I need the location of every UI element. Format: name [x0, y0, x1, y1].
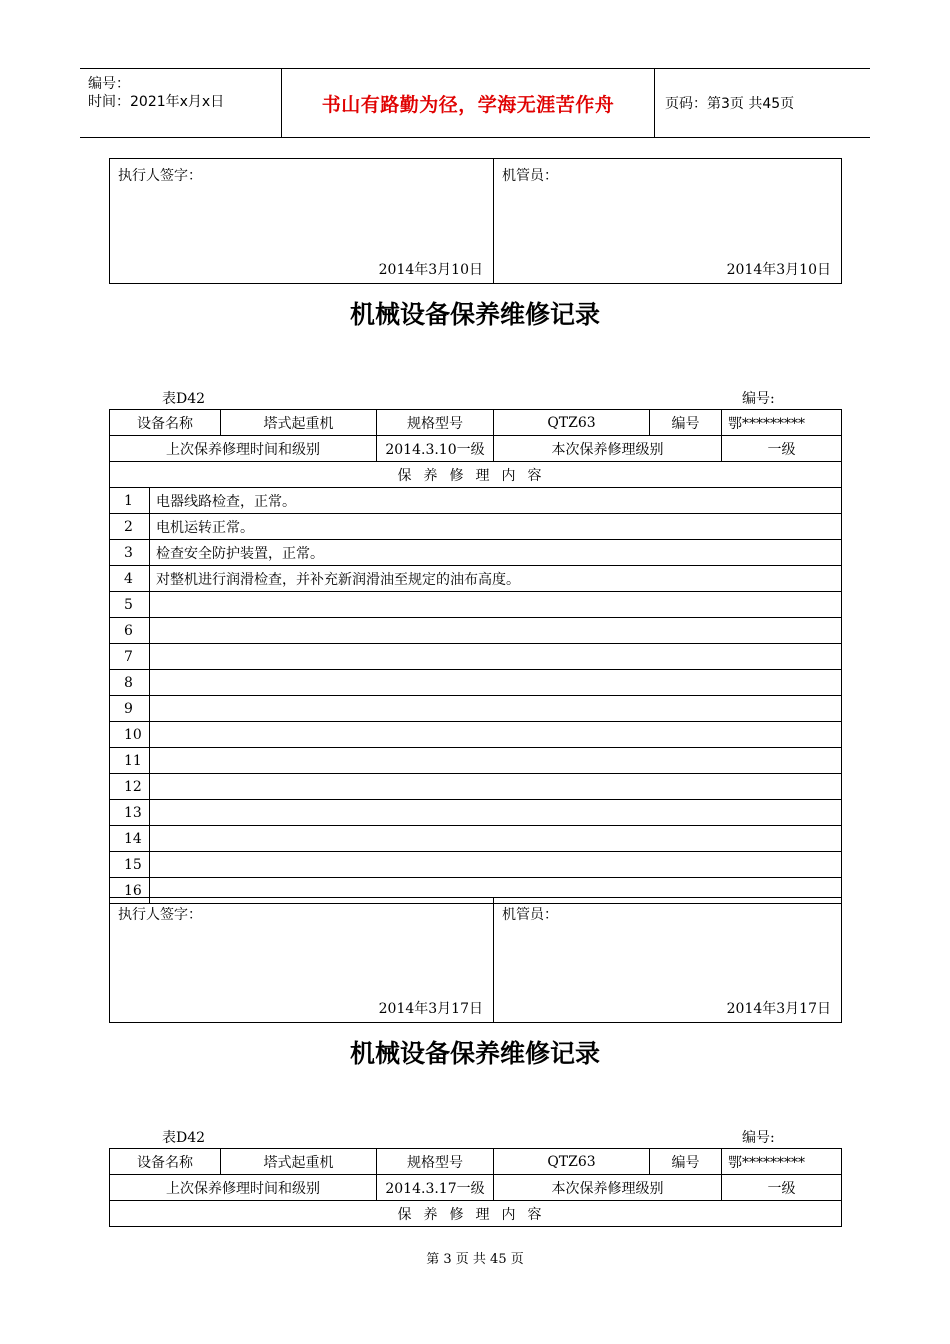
header-meta: [80, 69, 282, 137]
time-label: 时间：2021年x月x日: [88, 94, 225, 110]
form-number: 表D42: [162, 391, 206, 407]
model-label: 规格型号: [377, 410, 494, 436]
level-row: [110, 436, 842, 462]
equipment-row: [110, 1149, 842, 1175]
row-content: [150, 748, 842, 774]
signature-table-previous: [109, 158, 842, 284]
row-content: 电机运转正常。: [150, 514, 842, 540]
executor-label: 执行人签字：: [118, 907, 202, 923]
table-row: [110, 488, 842, 514]
header-motto-cell: [282, 69, 655, 137]
row-number: 7: [110, 644, 150, 670]
id-label: 编号: [650, 410, 722, 436]
row-content: 检查安全防护装置，正常。: [150, 540, 842, 566]
content-header-row: [110, 462, 842, 488]
content-header: 保养修理内容: [110, 462, 842, 488]
manager-signature-cell: [494, 159, 842, 284]
row-number: 8: [110, 670, 150, 696]
manager-label: 机管员：: [502, 168, 558, 184]
row-content: [150, 774, 842, 800]
serial-label: 编号：: [88, 76, 130, 92]
row-number: 12: [110, 774, 150, 800]
content-header-row: [110, 1201, 842, 1227]
row-content: 电器线路检查，正常。: [150, 488, 842, 514]
equip-name-value: 塔式起重机: [221, 1149, 377, 1175]
last-maintenance-value: 2014.3.17一级: [377, 1175, 494, 1201]
table-row: [110, 774, 842, 800]
executor-signature-cell: [110, 898, 494, 1023]
row-content: [150, 800, 842, 826]
equip-name-label: 设备名称: [110, 1149, 221, 1175]
current-level-label: 本次保养修理级别: [494, 1175, 722, 1201]
table-row: [110, 852, 842, 878]
last-maintenance-label: 上次保养修理时间和级别: [110, 436, 377, 462]
row-number: 15: [110, 852, 150, 878]
table-row: [110, 566, 842, 592]
row-number: 4: [110, 566, 150, 592]
table-row: [110, 722, 842, 748]
header-page-cell: [655, 69, 870, 137]
record-table-2: [109, 1148, 842, 1227]
model-value: QTZ63: [494, 1149, 650, 1175]
table-row: [110, 748, 842, 774]
row-content: [150, 696, 842, 722]
model-value: QTZ63: [494, 410, 650, 436]
table-row: [110, 514, 842, 540]
page-footer: 第 3 页 共 45 页: [426, 1252, 524, 1267]
executor-signature-cell: [110, 159, 494, 284]
row-content: [150, 644, 842, 670]
record-title: 机械设备保养维修记录: [349, 1039, 600, 1068]
last-maintenance-value: 2014.3.10一级: [377, 436, 494, 462]
page-info: 页码：第3页 共45页: [665, 96, 795, 112]
number-label: 编号:: [742, 1130, 775, 1146]
row-number: 5: [110, 592, 150, 618]
record-table-1: [109, 409, 842, 904]
row-content: [150, 826, 842, 852]
row-content: [150, 592, 842, 618]
row-number: 1: [110, 488, 150, 514]
level-row: [110, 1175, 842, 1201]
signature-table-record-1: [109, 897, 842, 1023]
table-row: [110, 800, 842, 826]
row-content: [150, 722, 842, 748]
table-row: [110, 826, 842, 852]
table-row: [110, 670, 842, 696]
row-number: 3: [110, 540, 150, 566]
content-header: 保养修理内容: [110, 1201, 842, 1227]
number-label: 编号:: [742, 391, 775, 407]
executor-date: 2014年3月17日: [378, 1001, 483, 1017]
table-row: [110, 644, 842, 670]
manager-date: 2014年3月17日: [726, 1001, 831, 1017]
current-level-label: 本次保养修理级别: [494, 436, 722, 462]
row-number: 9: [110, 696, 150, 722]
equip-name-value: 塔式起重机: [221, 410, 377, 436]
executor-label: 执行人签字：: [118, 168, 202, 184]
manager-signature-cell: [494, 898, 842, 1023]
row-content: [150, 618, 842, 644]
model-label: 规格型号: [377, 1149, 494, 1175]
table-row: [110, 618, 842, 644]
row-number: 2: [110, 514, 150, 540]
manager-label: 机管员：: [502, 907, 558, 923]
motto: 书山有路勤为径，学海无涯苦作舟: [321, 93, 615, 116]
id-value: 鄂*********: [722, 1149, 842, 1175]
equipment-row: [110, 410, 842, 436]
row-number: 11: [110, 748, 150, 774]
table-row: [110, 592, 842, 618]
executor-date: 2014年3月10日: [378, 262, 483, 278]
current-level-value: 一级: [722, 1175, 842, 1201]
row-number: 16: [110, 878, 150, 904]
row-content: [150, 670, 842, 696]
table-row: [110, 540, 842, 566]
id-label: 编号: [650, 1149, 722, 1175]
row-content: 对整机进行润滑检查，并补充新润滑油至规定的油布高度。: [150, 566, 842, 592]
row-number: 14: [110, 826, 150, 852]
row-content: [150, 852, 842, 878]
last-maintenance-label: 上次保养修理时间和级别: [110, 1175, 377, 1201]
row-number: 10: [110, 722, 150, 748]
record-title: 机械设备保养维修记录: [349, 300, 600, 329]
form-number: 表D42: [162, 1130, 206, 1146]
table-row: [110, 696, 842, 722]
id-value: 鄂*********: [722, 410, 842, 436]
row-number: 6: [110, 618, 150, 644]
manager-date: 2014年3月10日: [726, 262, 831, 278]
row-number: 13: [110, 800, 150, 826]
equip-name-label: 设备名称: [110, 410, 221, 436]
page-header: [80, 68, 870, 138]
current-level-value: 一级: [722, 436, 842, 462]
